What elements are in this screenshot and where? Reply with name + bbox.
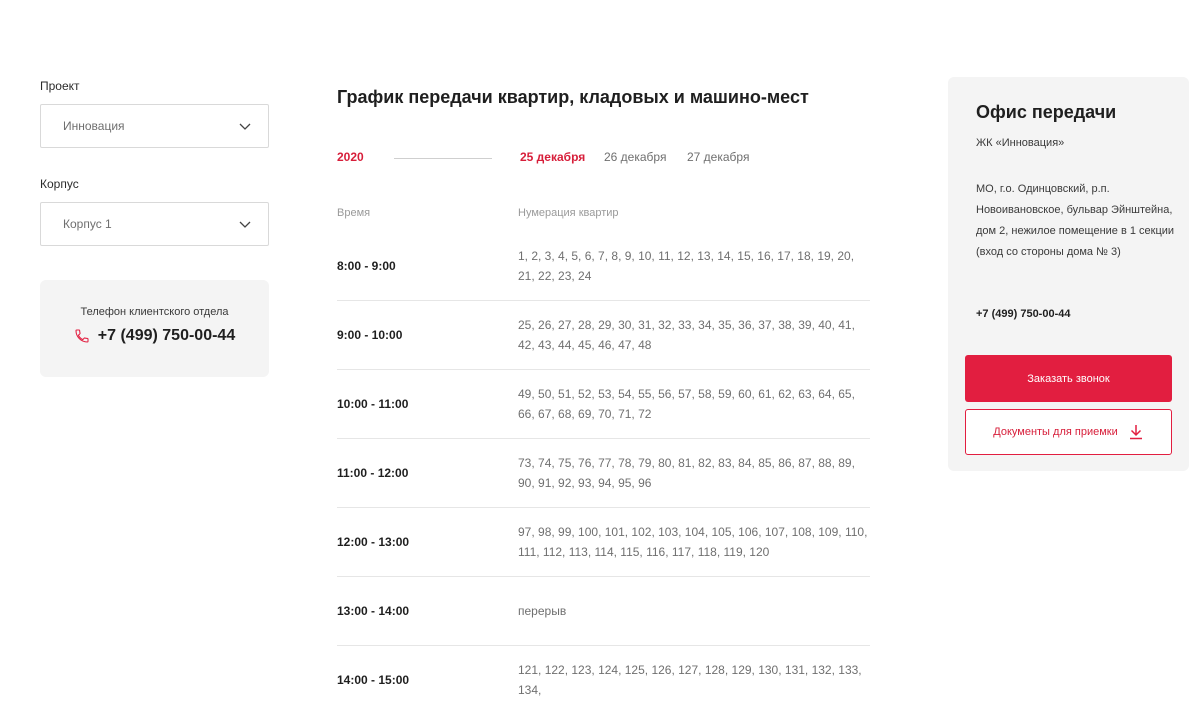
row-time: 14:00 - 15:00 <box>337 673 410 687</box>
row-numbers: 73, 74, 75, 76, 77, 78, 79, 80, 81, 82, 83, 84, 85, 86, 87, 88, 89, 90, 91, 92, 93, 94, 95, 96 <box>518 456 855 490</box>
row-time: 9:00 - 10:00 <box>337 328 403 342</box>
project-select[interactable] <box>40 104 269 148</box>
building-select[interactable] <box>40 202 269 246</box>
year-label: 2020 <box>337 150 364 164</box>
row-time: 8:00 - 9:00 <box>337 259 396 273</box>
table-row <box>337 646 870 714</box>
office-card <box>948 77 1189 471</box>
request-call-button[interactable] <box>965 355 1172 402</box>
schedule-table-header <box>337 207 870 223</box>
client-phone-card <box>40 280 269 377</box>
table-row <box>337 508 870 577</box>
office-address: МО, г.о. Одинцовский, р.п. Новоивановское, бульвар Эйнштейна, дом 2, нежилое помещение в 1 секции (вход со стороны дома № 3) <box>976 183 1175 258</box>
table-row <box>337 577 870 646</box>
download-icon <box>1128 424 1144 440</box>
phone-icon <box>74 328 90 344</box>
row-numbers: перерыв <box>518 604 567 618</box>
date-tabs <box>337 150 870 166</box>
filter-sidebar <box>40 78 269 377</box>
row-numbers: 121, 122, 123, 124, 125, 126, 127, 128, 129, 130, 131, 132, 133, 134, <box>518 663 862 697</box>
table-row <box>337 232 870 301</box>
row-numbers: 97, 98, 99, 100, 101, 102, 103, 104, 105, 106, 107, 108, 109, 110, 111, 112, 113, 114, 115, 116, 117, 118, 119, 120 <box>518 525 868 559</box>
row-time: 11:00 - 12:00 <box>337 466 409 480</box>
building-label: Корпус <box>40 177 79 191</box>
client-phone-number: +7 (499) 750-00-44 <box>97 327 236 344</box>
client-phone-label: Телефон клиентского отдела <box>80 306 229 318</box>
table-row <box>337 439 870 508</box>
project-select-value: Инновация <box>63 119 125 133</box>
year-divider <box>394 158 492 159</box>
chevron-down-icon <box>239 123 251 130</box>
row-time: 10:00 - 11:00 <box>337 397 409 411</box>
row-numbers: 1, 2, 3, 4, 5, 6, 7, 8, 9, 10, 11, 12, 13, 14, 15, 16, 17, 18, 19, 20, 21, 22, 23, 24 <box>518 249 855 283</box>
office-project: ЖК «Инновация» <box>976 137 1065 149</box>
row-time: 13:00 - 14:00 <box>337 604 410 618</box>
tab-date-25[interactable]: 25 декабря <box>520 150 586 164</box>
schedule-table <box>337 232 870 714</box>
chevron-down-icon <box>239 221 251 228</box>
row-time: 12:00 - 13:00 <box>337 535 410 549</box>
table-row <box>337 301 870 370</box>
column-header-time: Время <box>337 207 371 219</box>
tab-date-26[interactable]: 26 декабря <box>604 150 667 164</box>
row-numbers: 25, 26, 27, 28, 29, 30, 31, 32, 33, 34, 35, 36, 37, 38, 39, 40, 41, 42, 43, 44, 45, 46, 47, 48 <box>518 318 855 352</box>
page-title: График передачи квартир, кладовых и машино-мест <box>337 87 809 107</box>
request-call-label: Заказать звонок <box>1027 372 1110 385</box>
tab-date-27[interactable]: 27 декабря <box>687 150 750 164</box>
office-title: Офис передачи <box>976 102 1117 122</box>
building-select-value: Корпус 1 <box>63 217 112 231</box>
client-phone-link[interactable] <box>40 327 269 345</box>
project-label: Проект <box>40 79 80 93</box>
documents-button[interactable] <box>965 409 1172 455</box>
documents-label: Документы для приемки <box>993 426 1118 438</box>
office-phone[interactable]: +7 (499) 750-00-44 <box>976 308 1071 320</box>
table-row <box>337 370 870 439</box>
column-header-numbers: Нумерация квартир <box>518 207 619 219</box>
row-numbers: 49, 50, 51, 52, 53, 54, 55, 56, 57, 58, 59, 60, 61, 62, 63, 64, 65, 66, 67, 68, 69, 70, 71, 72 <box>518 387 855 421</box>
